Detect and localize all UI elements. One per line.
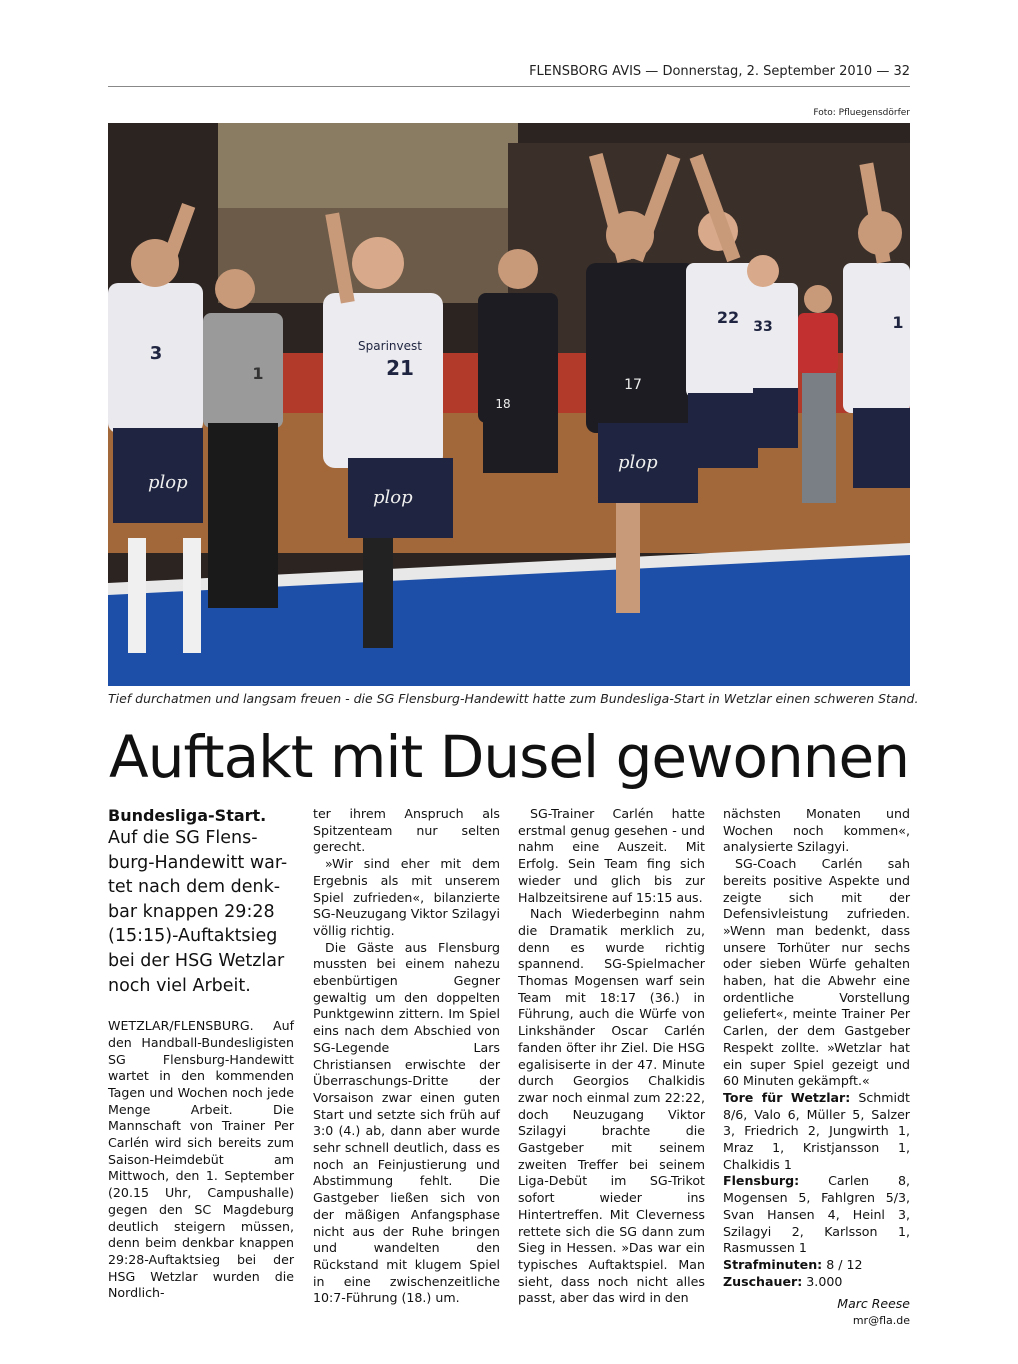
shorts-logo: plop: [373, 487, 413, 508]
stats-value: Carlen 8, Mogensen 5, Fahlgren 5/3, Svan Hansen 4, Heinl 3, Szilagyi 2, Karlsson 1, Rasmussen 1: [723, 1173, 910, 1256]
shorts-logo: plop: [618, 452, 658, 473]
jersey-number: 1: [892, 313, 904, 332]
article-paragraph: [108, 1018, 294, 1302]
jersey-number: 33: [753, 319, 773, 335]
article-paragraph: SG-Trainer Carlén hatte erstmal genug gesehen - und nahm eine Auszeit. Mit Erfolg. Sein Team fing sich wieder und glich bis zur Halbzeitsirene auf 15:15 aus.: [518, 806, 705, 905]
team-photo-illustration: [108, 123, 910, 686]
article-paragraph: »Wir sind eher mit dem Ergebnis als mit unserem Spiel zufrieden«, bilanzierte SG-Neuzugang Viktor Szilagyi völlig richtig.: [313, 856, 500, 938]
stats-label: Tore für Wetzlar:: [723, 1089, 851, 1105]
article-paragraph: nächsten Monaten und Wochen noch kommen«, analysierte Szilagyi.: [723, 806, 910, 855]
body-text: Auf den Handball-Bundesligisten SG Flensburg-Handewitt wartet in den kommenden Tagen und Wochen noch jede Menge Arbeit. Die Mannschaft von Trainer Per Carlén wird sich bereits zum Saison-Heimdebüt am Mittwoch, den 1. September (20.15 Uhr, Campushalle) gegen den SC Magdeburg deutlich steigern müssen, denn beim denkbar knappen 29:28-Auftaktsieg bei der HSG Wetzlar wurden die Nordlich-: [108, 1018, 294, 1301]
stats-value: 3.000: [806, 1273, 843, 1289]
page-header: [108, 64, 910, 87]
jersey-number: 17: [624, 377, 642, 393]
article-paragraph: Die Gäste aus Flensburg mussten bei einem nahezu ebenbürtigen Gegner gewaltig um den doppelten Punktgewinn zittern. Im Spiel eins nach dem Abschied von SG-Legende Lars Christiansen erwischte der Überraschungs-Dritte der Vorsaison zwar einen guten Start und setzte sich früh auf 3:0 (4.) ab, dann aber wurde sehr schnell deutlich, dass es noch an Feinjustierung und Abstimmung fehlt. Die Gastgeber ließen sich von der mäßigen Anfangsphase nicht aus der Ruhe bringen und wandelten den Rückstand mit klugem Spiel in eine zwischenzeitliche 10:7-Führung (18.) um.: [313, 939, 500, 1306]
dateline: WETZLAR/FLENSBURG.: [108, 1018, 254, 1034]
stats-flensburg: [723, 1173, 910, 1257]
stats-value: Schmidt 8/6, Valo 6, Müller 5, Salzer 3, Friedrich 2, Jungwirth 1, Mraz 1, Kristjansson 1, Chalkidis 1: [723, 1089, 910, 1172]
jersey-number: 18: [495, 397, 511, 411]
stats-wetzlar: [723, 1090, 910, 1174]
photo-caption: Tief durchatmen und langsam freuen - die SG Flensburg-Handewitt hatte zum Bundesliga-Start in Wetzlar einen schweren Stand.: [108, 691, 919, 706]
lead-line: bar knappen 29:28: [108, 901, 275, 922]
sponsor-text: Sparinvest: [358, 339, 422, 353]
author-email: mr@fla.de: [852, 1314, 910, 1328]
jersey-number: 1: [252, 364, 264, 383]
article-paragraph: SG-Coach Carlén sah bereits positive Aspekte und zeigte sich mit der Defensivleistung zufrieden. »Wenn man bedenkt, dass unsere Torhüter nur sechs oder sieben Würfe gehalten haben, hat die Abwehr eine ordentliche Vorstellung geliefert«, meinte Trainer Per Carlen, der dem Gastgeber Respekt zollte. »Wetzlar hat ein super Spiel gezeigt und 60 Minuten gekämpft.«: [723, 856, 910, 1089]
author-name: Marc Reese: [837, 1296, 910, 1312]
jersey-number: 22: [716, 308, 740, 327]
lead-line: Auf die SG Flens-: [108, 828, 258, 848]
lead-paragraph: [108, 826, 294, 998]
lead-line: tet nach dem denk-: [108, 877, 281, 898]
lead-line: noch viel Arbeit.: [108, 975, 251, 996]
stats-label: Zuschauer:: [723, 1273, 803, 1289]
headline: Auftakt mit Dusel gewonnen: [109, 723, 909, 791]
article-paragraph: Nach Wiederbeginn nahm die Dramatik merklich zu, denn es wurde richtig spannend. SG-Spielmacher Thomas Mogensen warf sein Team mit 18:17 (36.) in Führung, auch die Würfe von Linkshänder Oscar Carlén fanden öfter ihr Ziel. Die HSG egalisiserte in der 47. Minute durch Georgios Chalkidis zwar noch einmal zum 22:22, doch Neuzugang Viktor Szilagyi brachte die Gastgeber mit seinem zweiten Treffer bei seinem Liga-Debüt im SG-Trikot sofort wieder ins Hintertreffen. Mit Cleverness rettete sich die SG dann zum Sieg in Hessen. »Das war ein typisches Auftaktspiel. Man sieht, dass noch nicht alles passt, aber das wird in den: [518, 906, 705, 1306]
photo-credit: Foto: Pfluegensdörfer: [813, 108, 910, 118]
stats-label: Strafminuten:: [723, 1256, 823, 1272]
stats-zuschauer: [723, 1274, 910, 1291]
stats-label: Flensburg:: [723, 1173, 800, 1189]
article-column-1: [108, 806, 294, 1302]
shorts-logo: plop: [148, 472, 188, 493]
header-text: FLENSBORG AVIS — Donnerstag, 2. September 2010 — 32: [529, 64, 910, 79]
article-paragraph: ter ihrem Anspruch als Spitzenteam nur selten gerecht.: [313, 806, 500, 855]
team-photo: [108, 123, 910, 686]
kicker: Bundesliga-Start.: [108, 806, 267, 825]
article-column-3: [518, 806, 705, 1307]
stats-value: 8 / 12: [826, 1256, 863, 1272]
article-column-2: [313, 806, 500, 1307]
jersey-number: 3: [149, 343, 163, 364]
stats-strafminuten: [723, 1257, 910, 1274]
article-column-4: [723, 806, 910, 1330]
lead-line: (15:15)-Auftaktsieg: [108, 926, 278, 947]
lead-line: burg-Handewitt war-: [108, 852, 288, 873]
jersey-number: 21: [386, 356, 414, 380]
lead-line: bei der HSG Wetzlar: [108, 950, 285, 971]
